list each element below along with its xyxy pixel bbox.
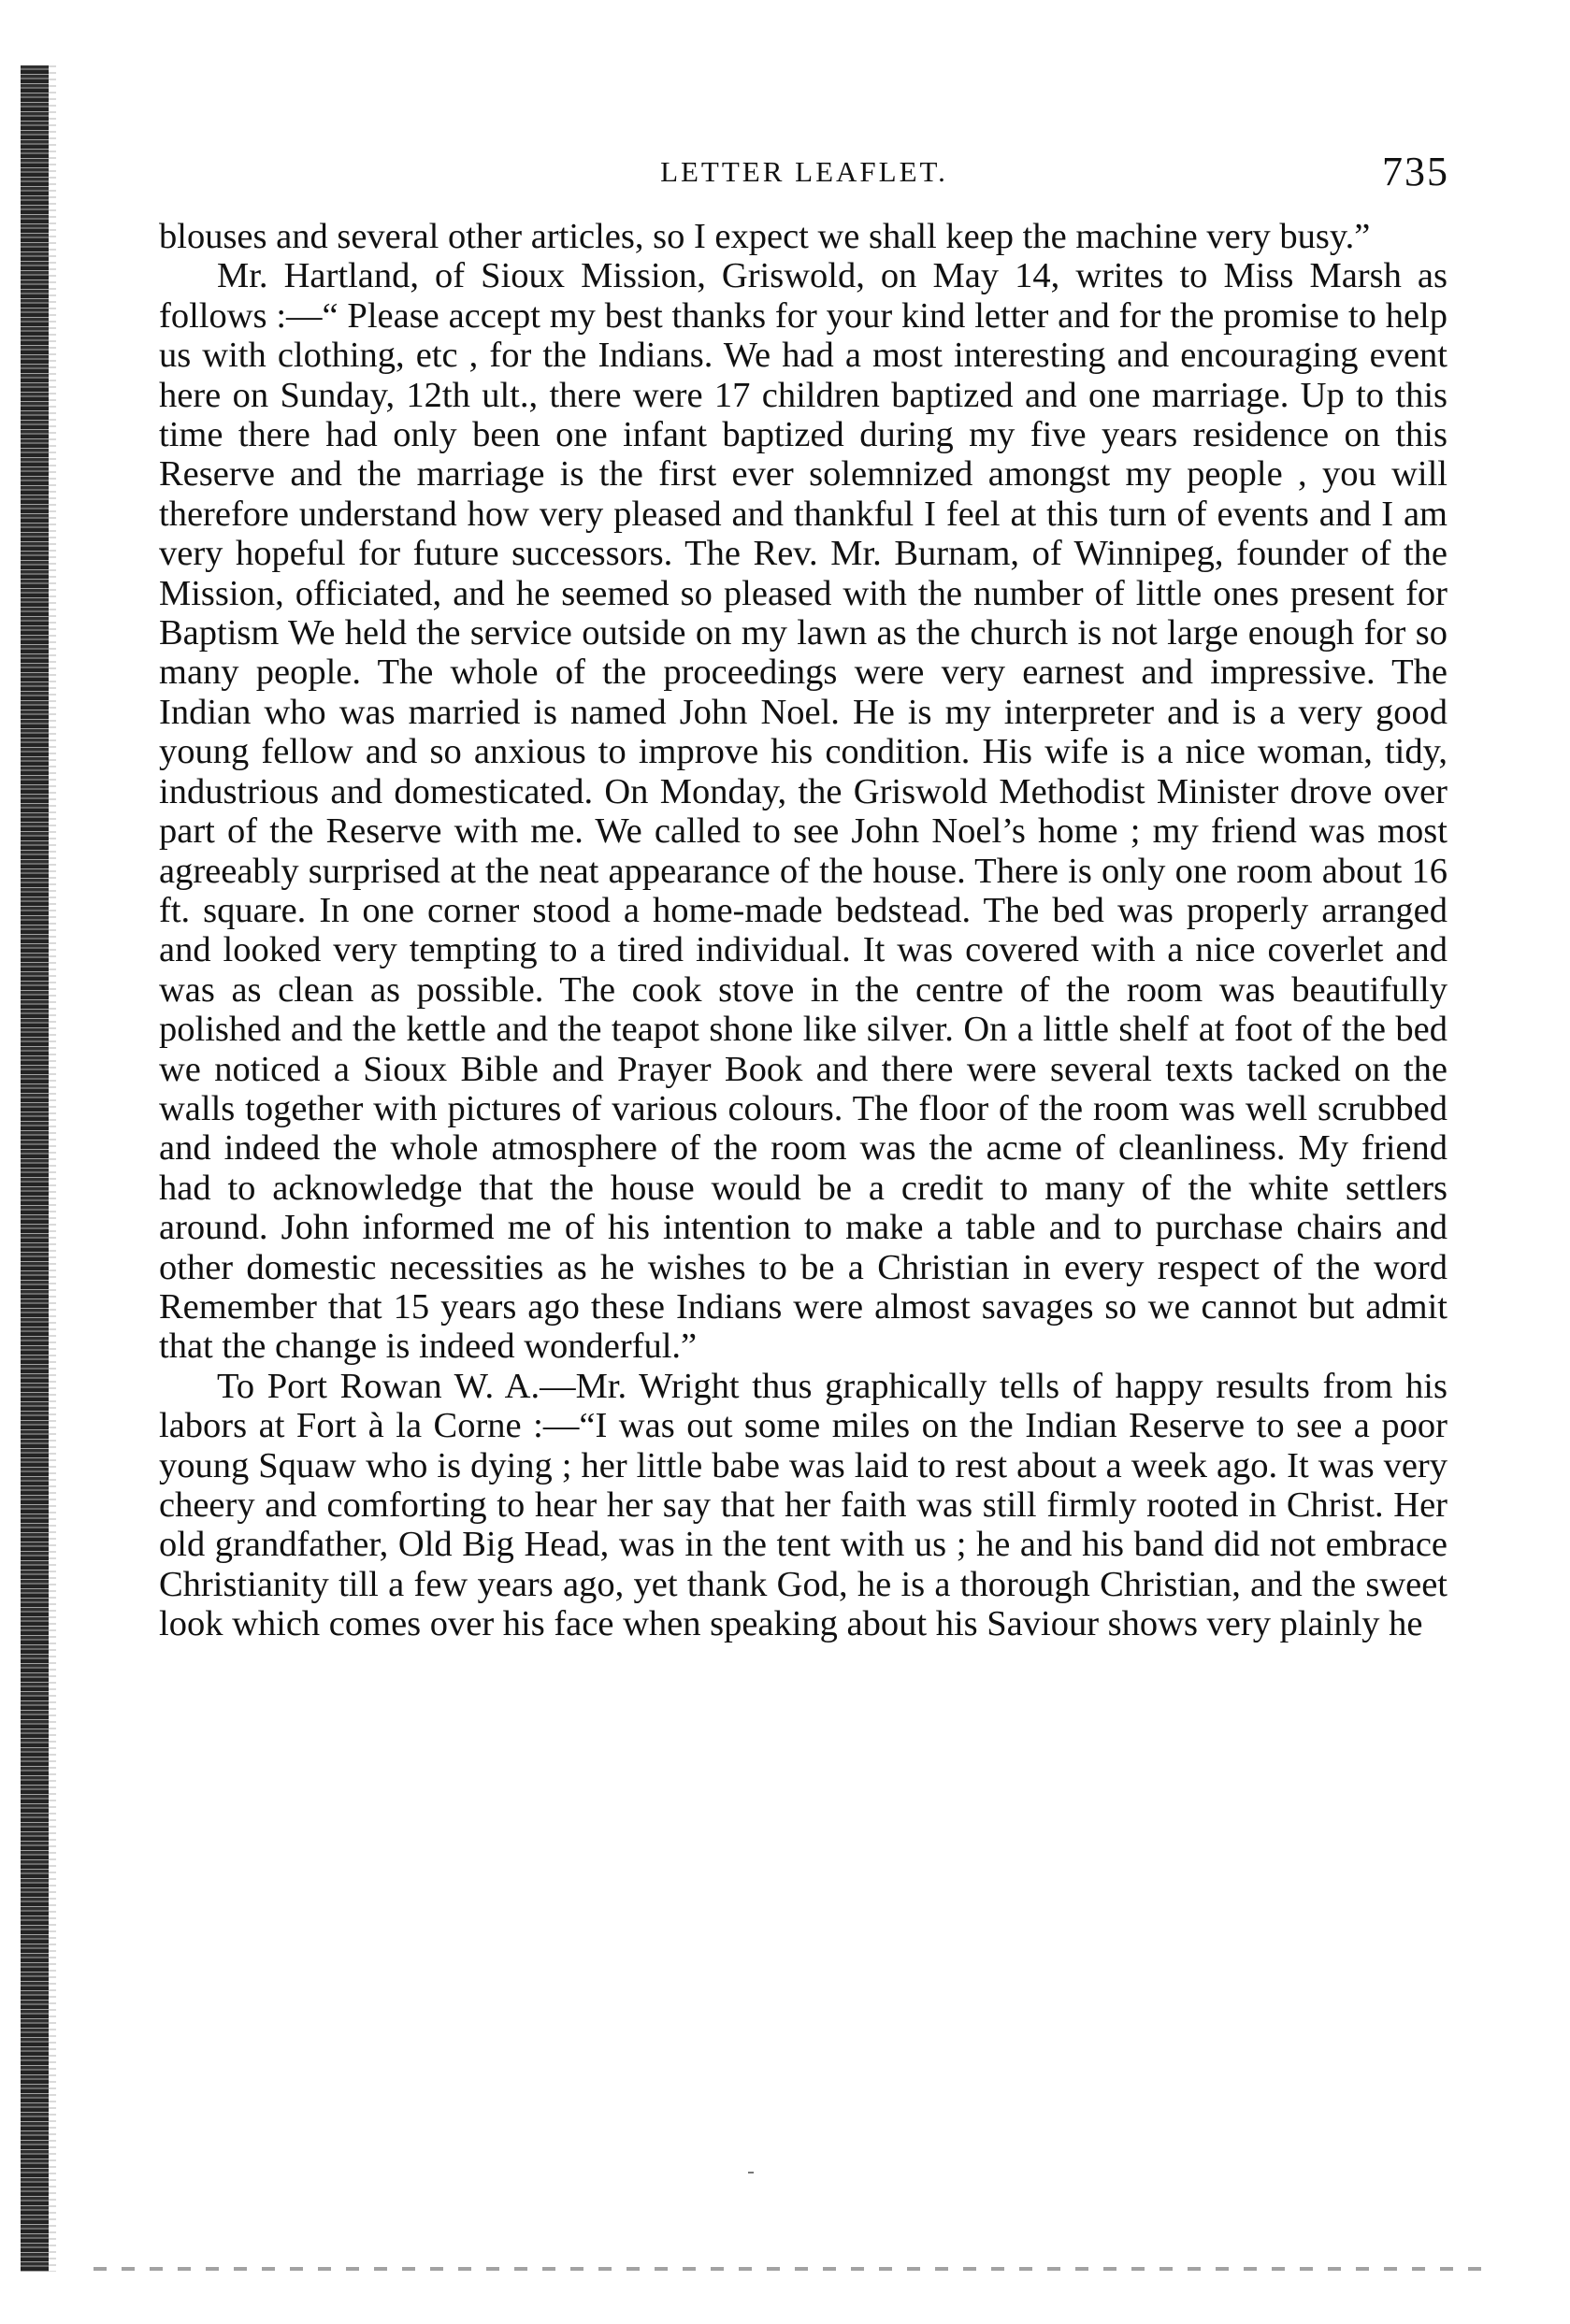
paragraph-port-rowan: To Port Rowan W. A.—Mr. Wright thus graphically tells of happy results from his labors at Fort à la Corne :—“I was out some miles on the Indian Reserve to see a poor young Squaw who is dying ; her little babe was laid to rest about a week ago. It was very cheery and comforting to hear her say that her faith was still firmly rooted in Christ. Her old grandfather, Old Big Head, was in the tent with us ; he and his band did not embrace Christianity till a few years ago, yet thank God, he is a thorough Christian, and the sweet look which comes over his face when speaking about his Saviour shows very plainly he	[159, 1366, 1448, 1644]
body-text	[159, 217, 1448, 1644]
scan-artifact-bottom	[94, 2267, 1496, 2271]
running-title: LETTER LEAFLET.	[660, 155, 948, 188]
binding-edge	[21, 65, 49, 2272]
paragraph-continuation: blouses and several other articles, so I expect we shall keep the machine very busy.”	[159, 217, 1371, 256]
page-number: 735	[1382, 149, 1449, 194]
scan-speck	[748, 2172, 754, 2173]
paragraph-hartland-letter: Mr. Hartland, of Sioux Mission, Griswold, on May 14, writes to Miss Marsh as follows :—“ Please accept my best thanks for your kind letter and for the promise to help us with clothing, etc , for the Indians. We had a most interesting and encouraging event here on Sunday, 12th ult., there were 17 children baptized and one marriage. Up to this time there had only been one infant baptized during my five years residence on this Reserve and the marriage is the first ever solemnized amongst my people , you will therefore understand how very pleased and thankful I feel at this turn of events and I am very hopeful for future successors. The Rev. Mr. Burnam, of Winnipeg, founder of the Mission, officiated, and he seemed so pleased with the number of little ones present for Baptism We held the service outside on my lawn as the church is not large enough for so many people. The whole of the proceedings were very earnest and impressive. The Indian who was married is named John Noel. He is my interpreter and is a very good young fellow and so anxious to improve his condition. His wife is a nice woman, tidy, industrious and domesticated. On Monday, the Griswold Methodist Minister drove over part of the Reserve with me. We called to see John Noel’s home ; my friend was most agreeably surprised at the neat appearance of the house. There is only one room about 16 ft. square. In one corner stood a home-made bedstead. The bed was properly arranged and looked very tempting to a tired individual. It was covered with a nice coverlet and was as clean as possible. The cook stove in the centre of the room was beautifully polished and the kettle and the teapot shone like silver. On a little shelf at foot of the bed we noticed a Sioux Bible and Prayer Book and there were several texts tacked on the walls together with pictures of various colours. The floor of the room was well scrubbed and indeed the whole atmosphere of the room was the acme of cleanliness. My friend had to acknowledge that the house would be a credit to many of the white settlers around. John informed me of his intention to make a table and to purchase chairs and other domestic necessities as he wishes to be a Christian in every respect of the word Remember that 15 years ago these Indians were almost savages so we cannot but admit that the change is indeed wonderful.”	[159, 256, 1448, 1367]
page-header	[159, 140, 1449, 215]
